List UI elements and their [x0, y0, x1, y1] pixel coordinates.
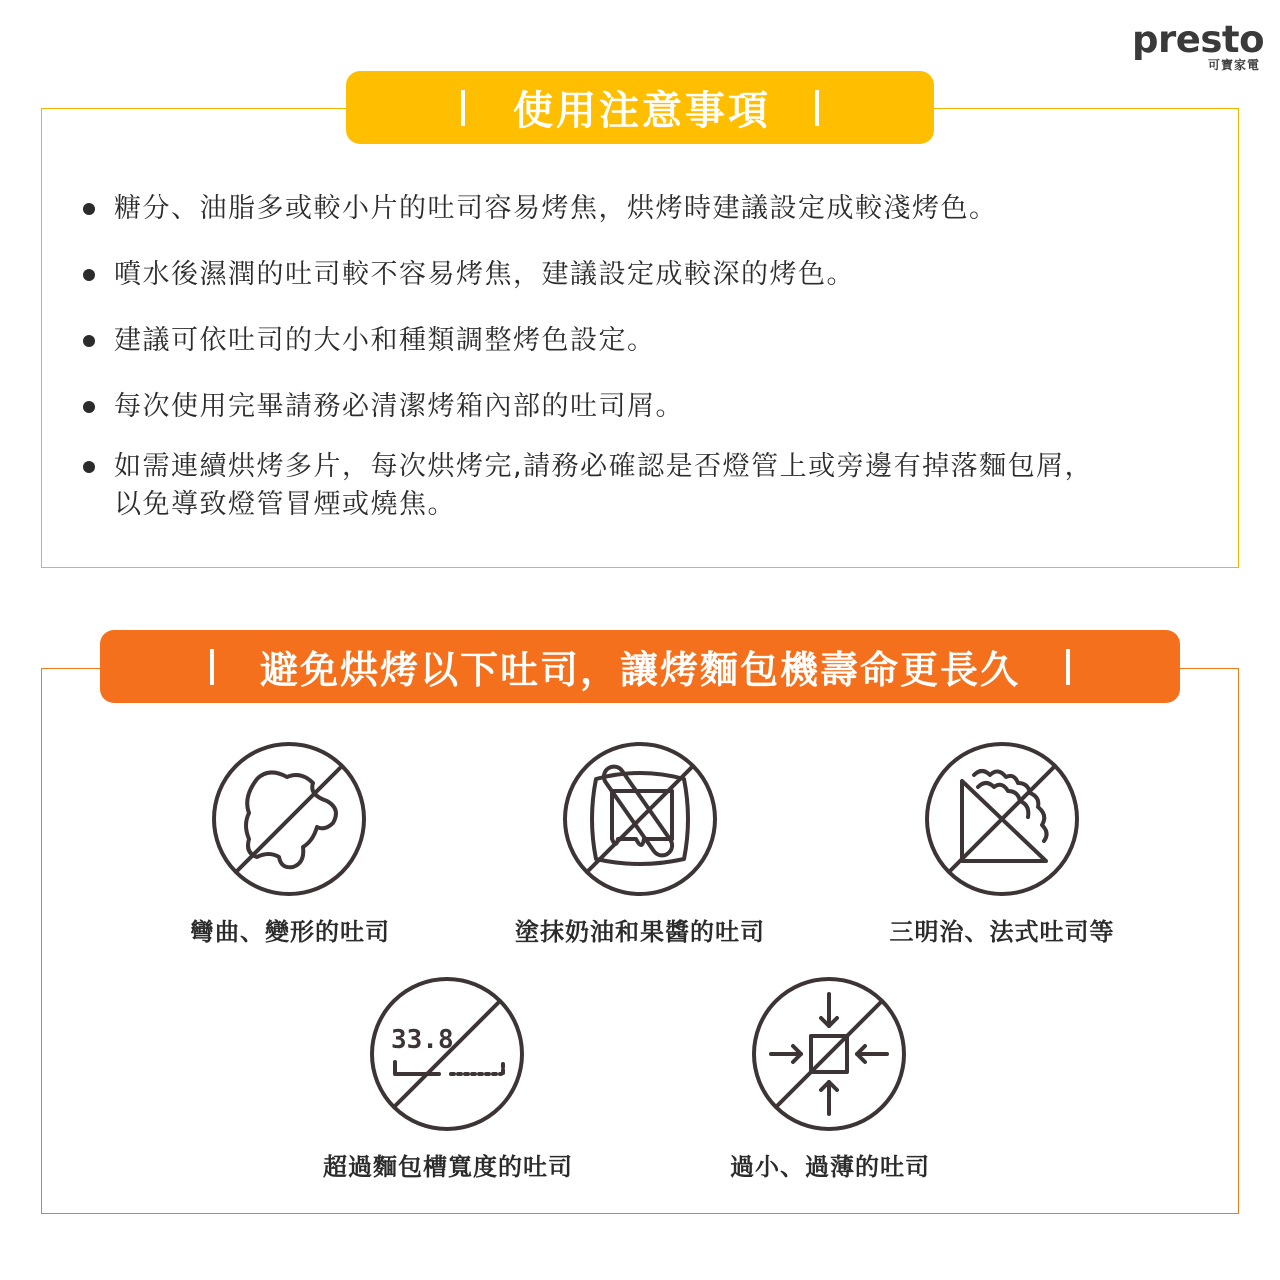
- avoid-caption: 過小、過薄的吐司: [730, 1153, 930, 1181]
- bullet-dot: [83, 401, 95, 413]
- title-bar-right: [1066, 649, 1070, 685]
- warped-bread-prohibited-icon: [209, 739, 369, 899]
- brand-name: presto: [1132, 18, 1264, 61]
- title-bar-left: [461, 90, 465, 126]
- oversized-bread-prohibited-icon: [367, 974, 527, 1134]
- notice-item: 如需連續烘烤多片，每次烘烤完,請務必確認是否燈管上或旁邊有掉落麵包屑， 以免導致燈管冒煙或燒焦。: [80, 448, 1220, 524]
- notice-title-banner: [346, 71, 934, 144]
- bullet-dot: [83, 335, 95, 347]
- brand-subtitle: 可寶家電: [1207, 58, 1260, 72]
- notice-list: [80, 190, 1220, 524]
- bullet-dot: [83, 461, 95, 473]
- title-bar-right: [815, 90, 819, 126]
- avoid-caption: 塗抹奶油和果醬的吐司: [515, 918, 765, 946]
- sandwich-prohibited-icon: [922, 739, 1082, 899]
- undersized-bread-prohibited-icon: [749, 974, 909, 1134]
- notice-title: 使用注意事項: [513, 88, 771, 134]
- bullet-dot: [83, 269, 95, 281]
- notice-item: 噴水後濕潤的吐司較不容易烤焦，建議設定成較深的烤色。: [80, 256, 1220, 294]
- avoid-caption: 三明治、法式吐司等: [889, 918, 1115, 946]
- measure-label: 33.8: [391, 1025, 454, 1055]
- notice-item: 每次使用完畢請務必清潔烤箱內部的吐司屑。: [80, 388, 1220, 426]
- notice-item: 建議可依吐司的大小和種類調整烤色設定。: [80, 322, 1220, 360]
- avoid-caption: 超過麵包槽寬度的吐司: [323, 1153, 573, 1181]
- brand-logo: [1132, 18, 1264, 74]
- avoid-title-banner: [100, 630, 1180, 703]
- bullet-dot: [83, 203, 95, 215]
- title-bar-left: [210, 649, 214, 685]
- avoid-caption: 彎曲、變形的吐司: [190, 918, 390, 946]
- buttered-bread-prohibited-icon: [560, 739, 720, 899]
- avoid-title: 避免烘烤以下吐司，讓烤麵包機壽命更長久: [259, 648, 1020, 692]
- notice-item: 糖分、油脂多或較小片的吐司容易烤焦，烘烤時建議設定成較淺烤色。: [80, 190, 1220, 228]
